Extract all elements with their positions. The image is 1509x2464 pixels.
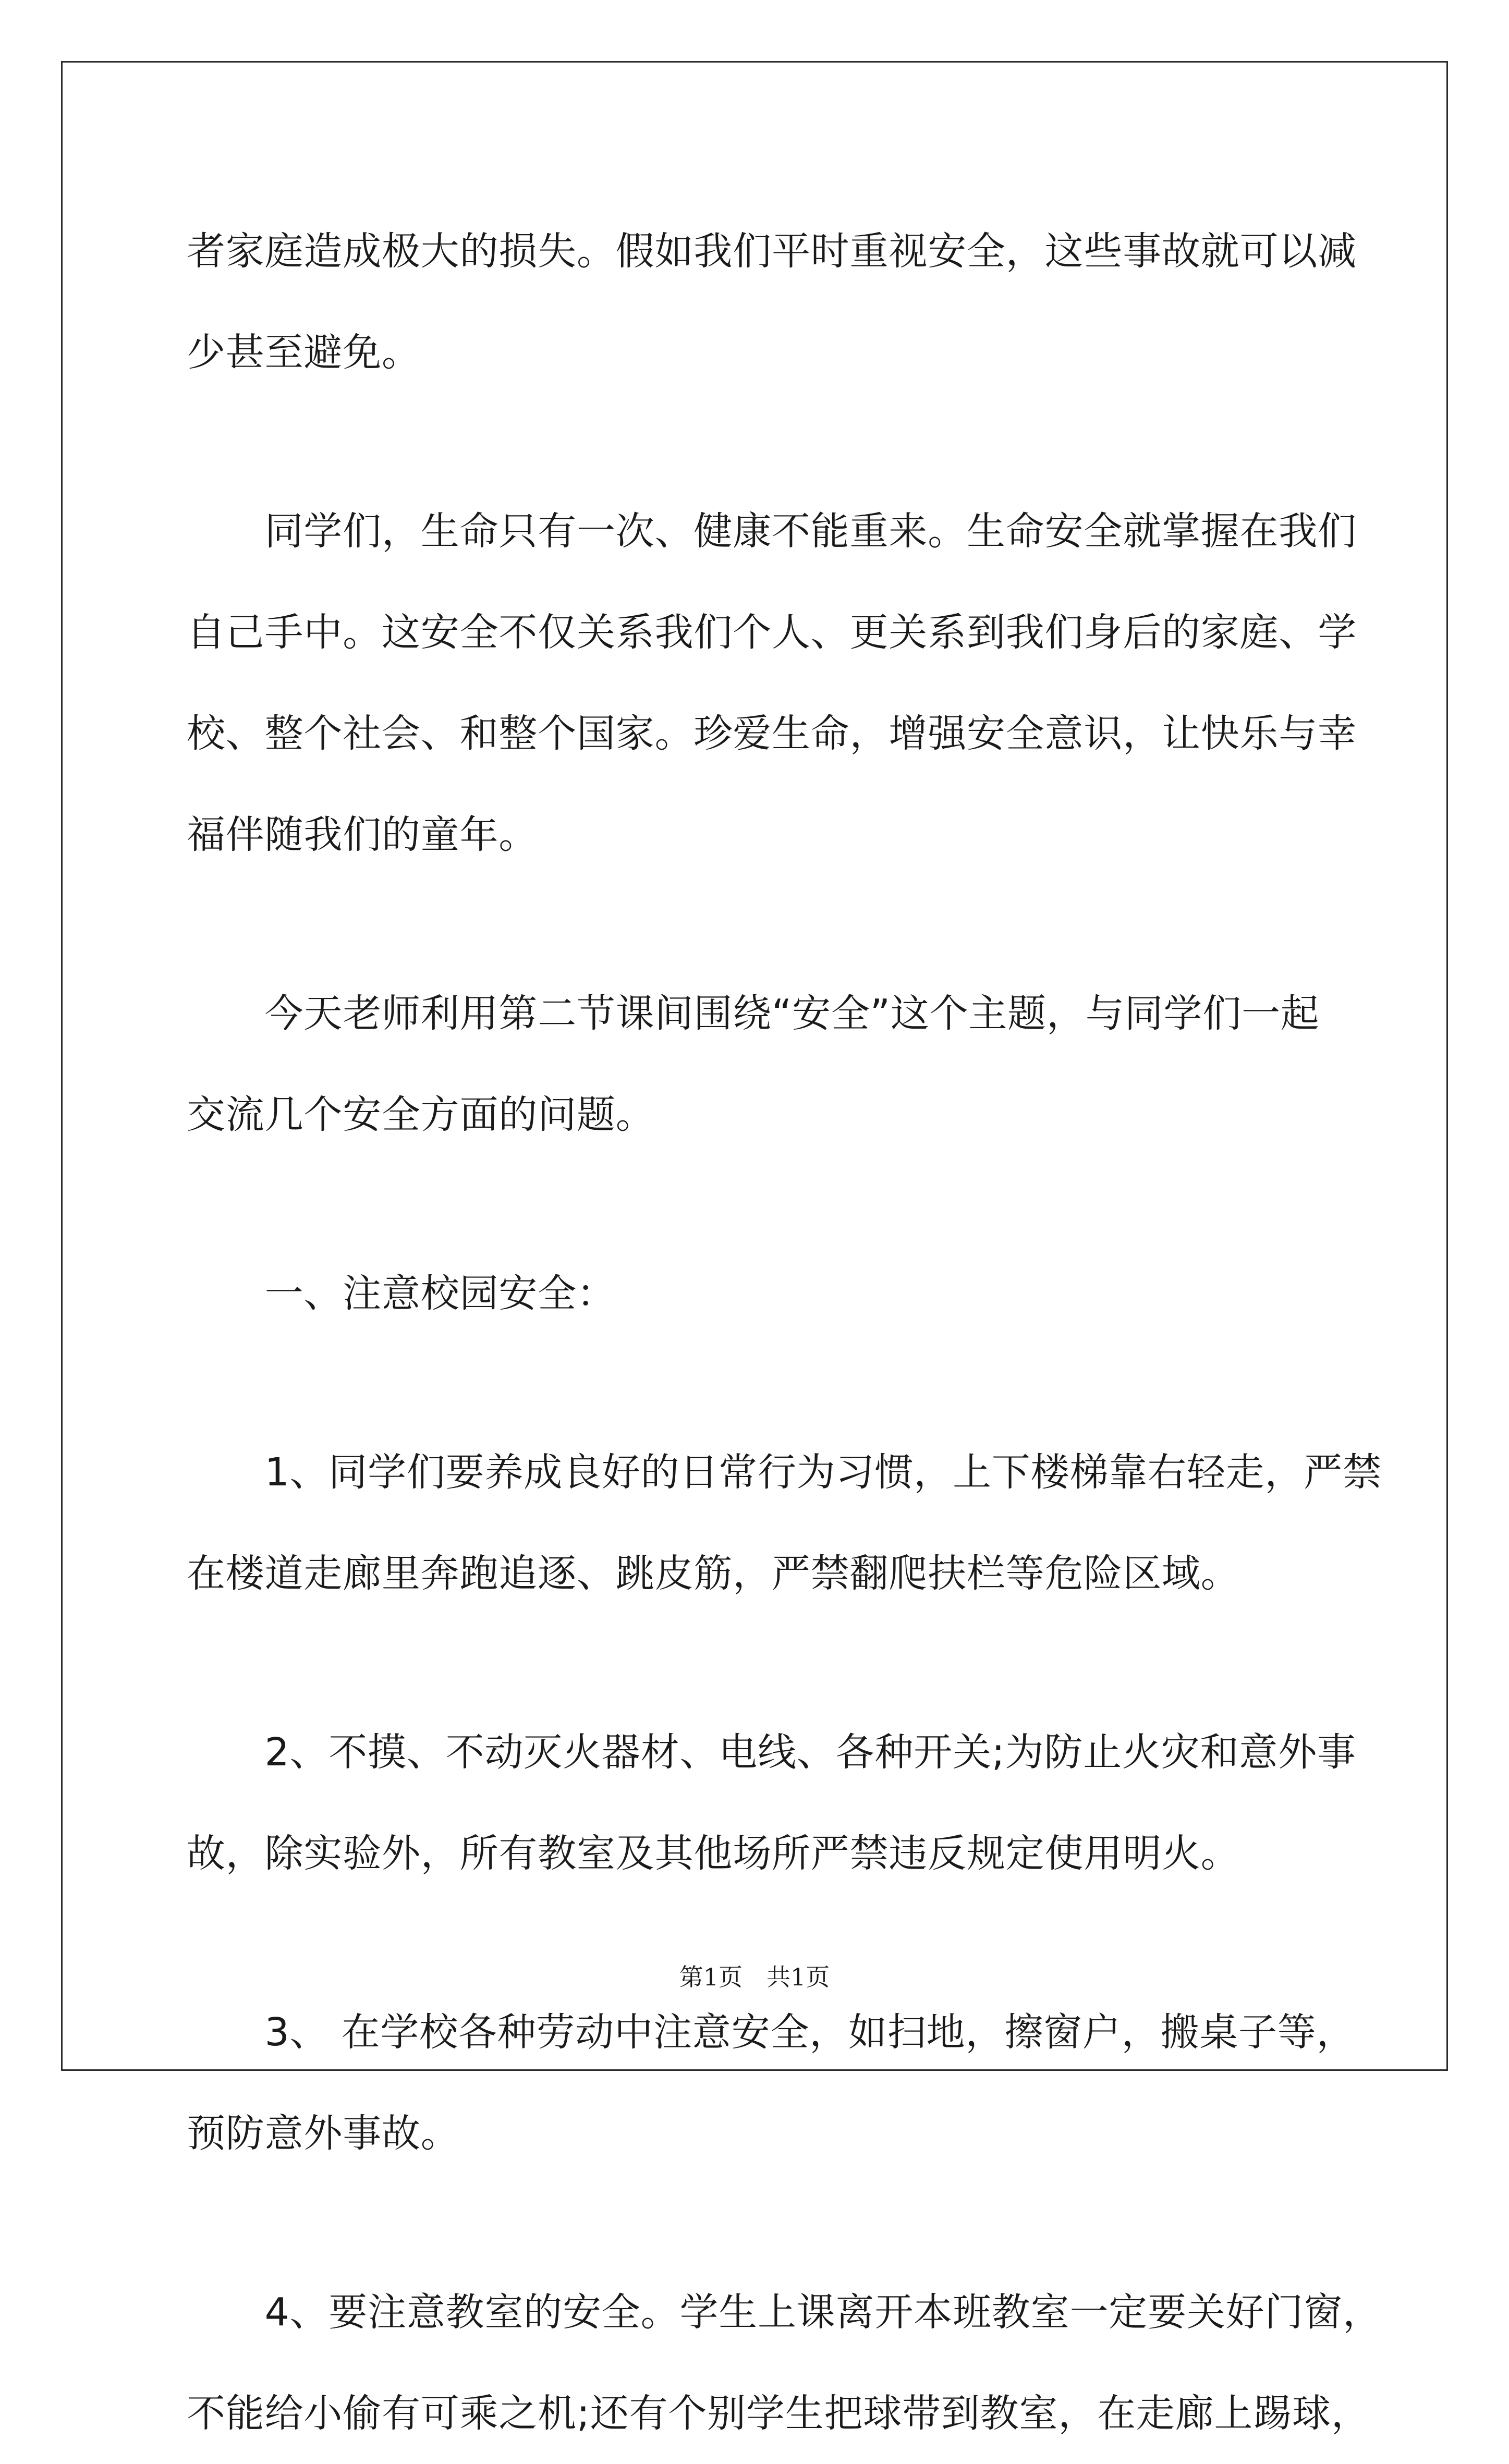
text-line: 者家庭造成极大的损失。假如我们平时重视安全，这些事故就可以减 [187, 229, 1357, 274]
text-line: 2、不摸、不动灭火器材、电线、各种开关;为防止火灾和意外事 [187, 1730, 1356, 1775]
text-line: 预防意外事故。 [187, 2111, 460, 2156]
text-line: 福伴随我们的童年。 [187, 812, 538, 857]
text-line: 4、要注意教室的安全。学生上课离开本班教室一定要关好门窗， [187, 2290, 1382, 2335]
page-footer: 第1页 共1页 [679, 1963, 830, 1991]
paragraph [187, 2262, 1382, 2464]
text-line: 同学们，生命只有一次、健康不能重来。生命安全就掌握在我们 [187, 509, 1357, 554]
text-line: 自己手中。这安全不仅关系我们个人、更关系到我们身后的家庭、学 [187, 610, 1357, 655]
paragraph [187, 1982, 1356, 2184]
text-line: 1、同学们要养成良好的日常行为习惯，上下楼梯靠右轻走，严禁 [187, 1450, 1382, 1495]
section-heading [187, 1243, 1326, 1344]
paragraph [187, 481, 1357, 885]
paragraph [187, 1702, 1356, 1904]
text-line: 在楼道走廊里奔跑追逐、跳皮筋，严禁翻爬扶栏等危险区域。 [187, 1551, 1240, 1596]
document-body [187, 201, 1382, 2464]
text-line: 不能给小偷有可乘之机;还有个别学生把球带到教室，在走廊上踢球， [187, 2391, 1370, 2436]
text-line: 校、整个社会、和整个国家。珍爱生命，增强安全意识，让快乐与幸 [187, 711, 1357, 756]
paragraph [187, 963, 1326, 1165]
text-line: 今天老师利用第二节课间围绕“安全”这个主题，与同学们一起 [187, 991, 1320, 1036]
text-line: 少甚至避免。 [187, 330, 421, 375]
paragraph [187, 201, 1357, 403]
text-line: 一、注意校园安全： [187, 1271, 616, 1316]
text-line: 交流几个安全方面的问题。 [187, 1092, 655, 1137]
text-line: 3、 在学校各种劳动中注意安全，如扫地，擦窗户，搬桌子等， [187, 2010, 1356, 2055]
text-line: 故，除实验外，所有教室及其他场所严禁违反规定使用明火。 [187, 1831, 1240, 1876]
paragraph [187, 1422, 1382, 1624]
